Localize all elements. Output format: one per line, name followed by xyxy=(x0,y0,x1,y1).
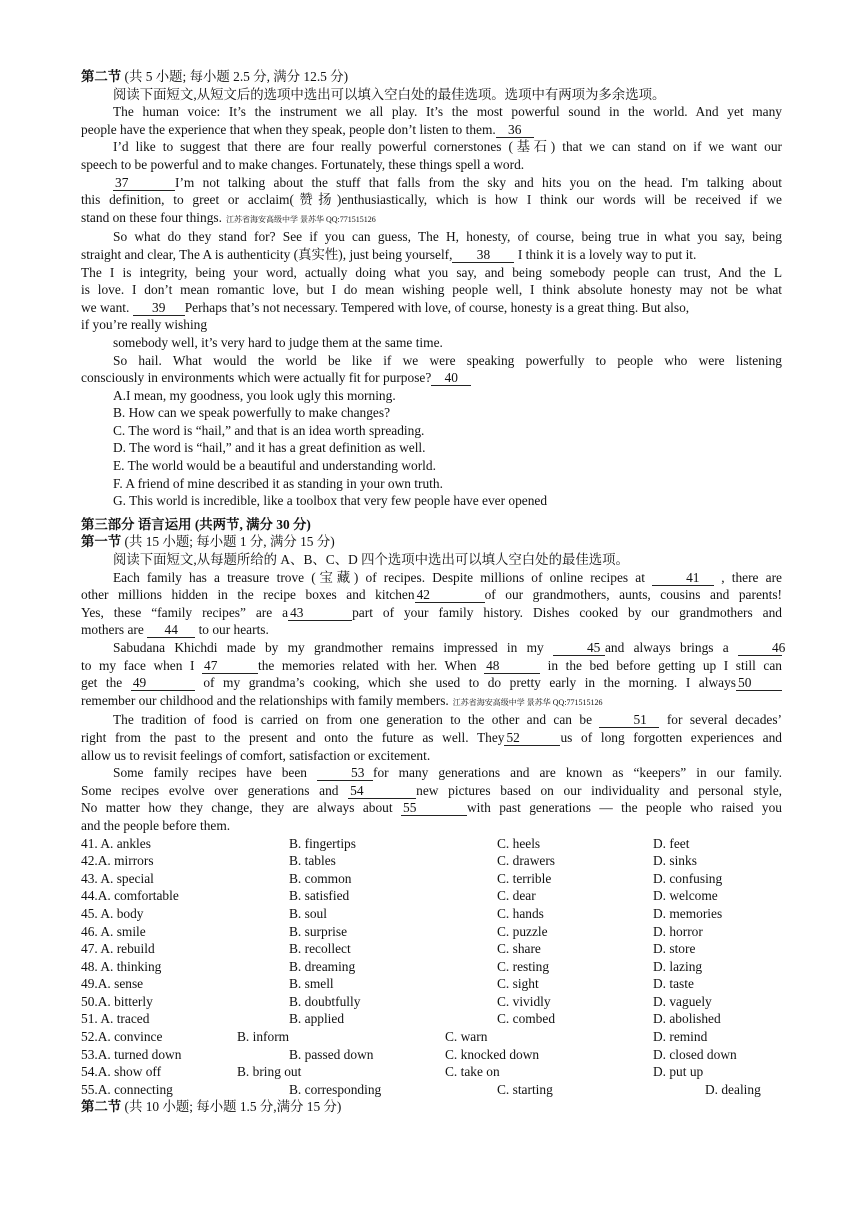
text: No matter how they change, they are always about xyxy=(81,800,393,816)
text: Yes, these “family recipes” are a xyxy=(81,604,289,620)
blank-47[interactable]: 47 xyxy=(202,659,258,674)
choice-row xyxy=(81,940,782,958)
choice-a[interactable]: 45. A. body xyxy=(81,905,144,921)
text: for several decades’ xyxy=(666,712,782,728)
choice-row xyxy=(81,1063,782,1081)
paragraph-line xyxy=(81,604,782,622)
directions: 阅读下面短文,从每题所给的 A、B、C、D 四个选项中选出可以填人空白处的最佳选项。 xyxy=(113,552,629,568)
paragraph-line xyxy=(81,692,782,712)
choice-d[interactable]: D. closed down xyxy=(653,1046,737,1062)
choice-d[interactable]: D. put up xyxy=(653,1064,704,1080)
choice-c[interactable]: C. hands xyxy=(497,905,544,921)
watermark-note: 江苏省海安高级中学 景苏华 QQ:771515126 xyxy=(452,697,603,707)
option-line: A.I mean, my goodness, you look ugly this morning. xyxy=(113,387,396,403)
text: The tradition of food is carried on from one generation to the other and can be xyxy=(113,712,593,728)
choice-d[interactable]: D. abolished xyxy=(653,1011,721,1027)
choice-row xyxy=(81,905,782,923)
choice-b[interactable]: B. recollect xyxy=(289,941,351,957)
paragraph-line: speech to be powerful and to make changes. Fortunately, these things spell a word. xyxy=(81,156,525,172)
paragraph-line xyxy=(81,209,782,229)
paragraph-line: and the people before them. xyxy=(81,817,231,833)
choice-d[interactable]: D. dealing xyxy=(705,1081,761,1097)
choice-a[interactable]: 41. A. ankles xyxy=(81,835,151,851)
text: stand on these four things. xyxy=(81,209,222,225)
choice-c[interactable]: C. vividly xyxy=(497,993,551,1009)
choice-row xyxy=(81,993,782,1011)
text: straight and clear, The A is authenticity (真实性), just being yourself, xyxy=(81,246,453,262)
blank-52[interactable]: 52 xyxy=(504,731,560,746)
choice-b[interactable]: B. common xyxy=(289,870,352,886)
option-line: E. The world would be a beautiful and understanding world. xyxy=(113,458,436,474)
blank-53[interactable]: 53 xyxy=(317,766,373,781)
choice-a[interactable]: 55.A. connecting xyxy=(81,1081,173,1097)
text: part of your family history. Dishes cooked by our grandmothers and xyxy=(352,604,782,620)
paragraph-line: if you’re really wishing xyxy=(81,317,208,333)
text: remember our childhood and the relationships with family members. xyxy=(81,692,449,708)
paragraph-line: allow us to revisit feelings of comfort, satisfaction or excitement. xyxy=(81,747,431,763)
choice-row xyxy=(81,835,782,853)
choice-b[interactable]: B. inform xyxy=(237,1029,290,1045)
choice-row xyxy=(81,923,782,941)
option-line: D. The word is “hail,” and it has a great definition as well. xyxy=(113,440,426,456)
text: the memories related with her. When xyxy=(258,657,477,673)
text: to our hearts. xyxy=(198,622,269,638)
paragraph-line xyxy=(81,174,782,192)
section-label: 第一节 xyxy=(81,534,122,550)
text: I’m not talking about the stuff that falls from the sky and hits you on the head. I'm talking about xyxy=(175,174,782,190)
blank-39[interactable]: 39 xyxy=(133,301,185,316)
choice-c[interactable]: C. drawers xyxy=(497,853,556,869)
choice-row xyxy=(81,1081,782,1099)
text: Perhaps that’s not necessary. Tempered with love, of course, honesty is a great thing. But also, xyxy=(184,299,690,315)
option-line: F. A friend of mine described it as standing in your own truth. xyxy=(113,475,443,491)
choice-row xyxy=(81,852,782,870)
choice-c[interactable]: C. combed xyxy=(497,1011,556,1027)
paragraph-line xyxy=(81,639,786,657)
choice-row xyxy=(81,870,782,888)
paragraph-line: is love. I don’t mean romantic love, but I do mean wishing people well, I think absolute honesty may not be what xyxy=(81,282,782,298)
choice-b[interactable]: B. doubtfully xyxy=(289,993,361,1009)
choice-b[interactable]: B. satisfied xyxy=(289,888,350,904)
exam-page xyxy=(81,68,786,1116)
text: I think it is a lovely way to put it. xyxy=(514,246,697,262)
choice-b[interactable]: B. fingertips xyxy=(289,835,356,851)
section-instructions: (共 15 小题; 每小题 1 分, 满分 15 分) xyxy=(121,534,335,550)
choice-c[interactable]: C. share xyxy=(497,941,541,957)
choice-row xyxy=(81,1046,782,1064)
section-label: 第二节 xyxy=(81,1099,122,1115)
text: right from the past to the present and onto the future as well. They xyxy=(81,729,505,745)
choice-c[interactable]: C. puzzle xyxy=(497,923,548,939)
text: consciously in environments which were actually fit for purpose? xyxy=(81,370,432,386)
choice-b[interactable]: B. surprise xyxy=(289,923,348,939)
choice-b[interactable]: B. applied xyxy=(289,1011,345,1027)
section-heading xyxy=(81,68,782,86)
paragraph-line xyxy=(81,586,782,604)
text: Sabudana Khichdi made by my grandmother remains impressed in my xyxy=(113,640,544,655)
text: and always brings a xyxy=(604,640,729,655)
blank-41[interactable]: 41 xyxy=(652,571,714,586)
blank-49[interactable]: 49 xyxy=(131,676,195,691)
text: Some family recipes have been xyxy=(113,765,307,781)
part-heading: 第三部分 语言运用 (共两节, 满分 30 分) xyxy=(81,516,311,532)
blank-37[interactable]: 37 xyxy=(113,176,175,191)
choice-d[interactable]: D. memories xyxy=(653,905,723,921)
choice-a[interactable]: 43. A. special xyxy=(81,870,154,886)
text: us of long forgotten experiences and xyxy=(560,729,782,745)
choice-b[interactable]: B. dreaming xyxy=(289,958,356,974)
text: with past generations — the people who raised you xyxy=(467,800,782,816)
choice-d[interactable]: D. store xyxy=(653,941,696,957)
text: of our grandmothers, aunts, cousins and parents! xyxy=(484,587,782,603)
choice-a[interactable]: 48. A. thinking xyxy=(81,958,162,974)
paragraph-line: I’d like to suggest that there are four really powerful cornerstones (基石) that we can stand on if we want our xyxy=(113,139,782,155)
option-line: G. This world is incredible, like a toolbox that very few people have ever opened xyxy=(113,493,548,509)
text: for many generations and are known as “keepers” in our family. xyxy=(373,765,782,781)
blank-50[interactable]: 50 xyxy=(736,676,782,691)
blank-55[interactable]: 55 xyxy=(401,801,467,816)
choice-a[interactable]: 51. A. traced xyxy=(81,1011,150,1027)
text: Each family has a treasure trove (宝藏) of recipes. Despite millions of online recipes at xyxy=(113,569,645,585)
section-label: 第二节 xyxy=(81,69,122,84)
choice-a[interactable]: 42.A. mirrors xyxy=(81,853,154,869)
option-line: B. How can we speak powerfully to make changes? xyxy=(113,405,391,421)
choice-a[interactable]: 44.A. comfortable xyxy=(81,888,179,904)
text: new pictures based on our individuality and personal style, xyxy=(416,782,782,798)
blank-40[interactable]: 40 xyxy=(431,371,471,386)
choice-c[interactable]: C. take on xyxy=(445,1064,500,1080)
paragraph-line xyxy=(81,299,782,317)
paragraph-line: The I is integrity, being your word, actually doing what you say, and being somebody people can trust, And the L xyxy=(81,264,782,280)
choice-c[interactable]: C. resting xyxy=(497,958,550,974)
choice-d[interactable]: D. feet xyxy=(653,835,690,851)
paragraph-line: So what do they stand for? See if you can guess, The H, honesty, of course, being true in what you say, being xyxy=(113,229,782,245)
text: get the xyxy=(81,675,123,691)
choice-a[interactable]: 54.A. show off xyxy=(81,1064,162,1080)
choice-c[interactable]: C. heels xyxy=(497,835,541,851)
text: , there are xyxy=(721,569,782,585)
choice-a[interactable]: 53.A. turned down xyxy=(81,1046,182,1062)
choice-d[interactable]: D. lazing xyxy=(653,958,703,974)
paragraph-line xyxy=(81,711,782,729)
choice-d[interactable]: D. sinks xyxy=(653,853,697,869)
section-heading xyxy=(81,533,782,551)
text: Some recipes evolve over generations and xyxy=(81,782,339,798)
blank-45[interactable]: 45 xyxy=(553,641,605,656)
blank-46[interactable]: 46 xyxy=(738,641,782,656)
paragraph-line xyxy=(81,657,782,675)
choice-a[interactable]: 52.A. convince xyxy=(81,1029,163,1045)
section-heading xyxy=(81,1098,782,1116)
choice-a[interactable]: 47. A. rebuild xyxy=(81,941,155,957)
choice-c[interactable]: C. starting xyxy=(497,1081,553,1097)
text: of my grandma’s cooking, which she used to do pretty early in the morning. I always xyxy=(203,675,736,691)
blank-42[interactable]: 42 xyxy=(415,588,485,603)
blank-54[interactable]: 54 xyxy=(348,784,416,799)
text: to my face when I xyxy=(81,657,195,673)
choice-row xyxy=(81,1010,782,1028)
text: other millions hidden in the recipe boxes and kitchen xyxy=(81,587,415,603)
choice-row xyxy=(81,1028,782,1046)
paragraph-line: The human voice: It’s the instrument we all play. It’s the most powerful sound in the world. And yet many xyxy=(113,104,782,120)
choice-d[interactable]: D. confusing xyxy=(653,870,723,886)
choice-c[interactable]: C. knocked down xyxy=(445,1046,540,1062)
option-line: C. The word is “hail,” and that is an idea worth spreading. xyxy=(113,422,425,438)
paragraph-line xyxy=(81,782,782,800)
blank-44[interactable]: 44 xyxy=(147,623,195,638)
choice-c[interactable]: C. dear xyxy=(497,888,536,904)
paragraph-line xyxy=(81,569,782,587)
blank-36[interactable]: 36 xyxy=(496,123,534,138)
text: mothers are xyxy=(81,622,144,638)
choice-b[interactable]: B. corresponding xyxy=(289,1081,382,1097)
blank-51[interactable]: 51 xyxy=(599,713,659,728)
choice-row xyxy=(81,958,782,976)
paragraph-line xyxy=(81,674,782,692)
choice-d[interactable]: D. remind xyxy=(653,1029,708,1045)
choice-d[interactable]: D. welcome xyxy=(653,888,718,904)
section-instructions: (共 10 小题; 每小题 1.5 分,满分 15 分) xyxy=(121,1099,342,1115)
choice-b[interactable]: B. bring out xyxy=(237,1064,302,1080)
blank-38[interactable]: 38 xyxy=(452,248,514,263)
choice-a[interactable]: 50.A. bitterly xyxy=(81,993,153,1009)
choice-b[interactable]: B. smell xyxy=(289,976,334,992)
paragraph-line: this definition, to greet or acclaim(赞扬)enthusiastically, which is how I think our words will be received if we xyxy=(81,192,782,208)
choice-row xyxy=(81,887,782,905)
paragraph-line: somebody well, it’s very hard to judge them at the same time. xyxy=(113,334,443,350)
paragraph-line xyxy=(81,799,782,817)
choice-c[interactable]: C. warn xyxy=(445,1029,488,1045)
choice-b[interactable]: B. soul xyxy=(289,905,327,921)
blank-48[interactable]: 48 xyxy=(484,659,540,674)
text: people have the experience that when they speak, people don’t listen to them. xyxy=(81,121,496,137)
choice-d[interactable]: D. vaguely xyxy=(653,993,712,1009)
paragraph-line xyxy=(81,369,782,387)
paragraph-line xyxy=(81,121,782,139)
directions: 阅读下面短文,从短文后的选项中选出可以填入空白处的最佳选项。选项中有两项为多余选项。 xyxy=(113,86,666,102)
paragraph-line xyxy=(81,621,782,639)
choice-b[interactable]: B. tables xyxy=(289,853,336,869)
text: we want. xyxy=(81,299,130,315)
choice-row xyxy=(81,975,782,993)
choice-c[interactable]: C. sight xyxy=(497,976,539,992)
paragraph-line: So hail. What would the world be like if we were speaking powerfully to people who were listening xyxy=(113,352,782,368)
blank-43[interactable]: 43 xyxy=(288,606,352,621)
choice-b[interactable]: B. passed down xyxy=(289,1046,374,1062)
paragraph-line xyxy=(81,246,782,264)
watermark-note: 江苏省海安高级中学 景苏华 QQ:771515126 xyxy=(225,214,376,224)
section-instructions: (共 5 小题; 每小题 2.5 分, 满分 12.5 分) xyxy=(121,69,349,84)
text: in the bed before getting up I still can xyxy=(547,657,782,673)
choice-a[interactable]: 46. A. smile xyxy=(81,923,146,939)
paragraph-line xyxy=(81,729,782,747)
choice-a[interactable]: 49.A. sense xyxy=(81,976,144,992)
paragraph-line xyxy=(81,764,782,782)
choice-d[interactable]: D. taste xyxy=(653,976,694,992)
choice-d[interactable]: D. horror xyxy=(653,923,703,939)
choice-c[interactable]: C. terrible xyxy=(497,870,552,886)
